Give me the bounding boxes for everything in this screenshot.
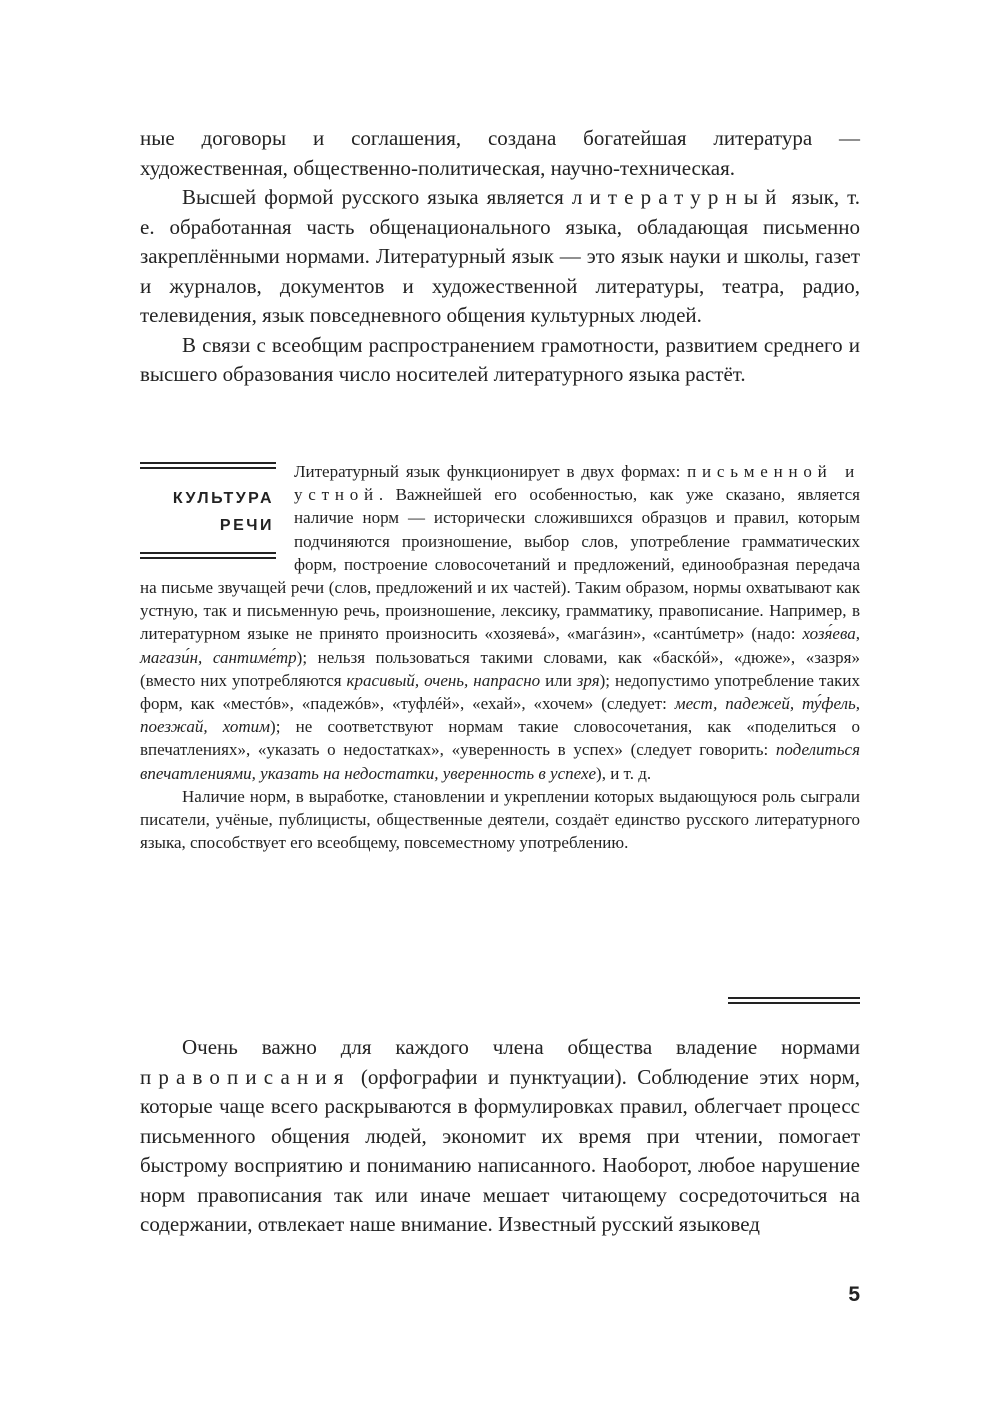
italic-example: зря <box>576 670 600 690</box>
sidebar-heading <box>173 485 274 539</box>
paragraph: ные договоры и соглашения, создана богатейшая литература — художественная, общественно-политическая, научно-техническая. <box>140 126 860 180</box>
italic-example: поделиться впечатлениями, указать на недостатки, уверенность в успехе <box>140 740 860 783</box>
spaced-term: письменной и устной <box>294 462 860 505</box>
sidebar-heading-line: РЕЧИ <box>219 517 274 534</box>
main-text <box>140 124 860 390</box>
text-run: ); недопустимо употребление таких форм, как «местóв», «падежóв», «туфлéй», «ехай», «хочем» (следует: <box>140 670 860 714</box>
text-run: или <box>540 670 577 690</box>
spaced-term: литературный <box>571 185 784 209</box>
text-run: язык, т. е. обработанная часть общенационального языка, обладающая письменно закреплёнными нормами. Литературный язык — это язык науки и школы, газет и журналов, документов и художественной литературы, театра, радио, телевидения, язык повседневного общения культурных людей. <box>140 185 860 327</box>
double-rule <box>140 552 276 559</box>
italic-example: хозя́ева, магази́н, сантиме́тр <box>140 624 860 667</box>
text-run: ); нельзя пользоваться такими словами, как «баскóй», «дюже», «зазря» (вместо них употребляются <box>140 647 860 690</box>
text-run: ), и т. д. <box>596 763 652 783</box>
paragraph: В связи с всеобщим распространением грамотности, развитием среднего и высшего образования число носителей литературного языка растёт. <box>140 332 860 386</box>
text-run: Очень важно для каждого члена общества владение нормами <box>182 1035 860 1059</box>
section-end-rule <box>728 997 860 1004</box>
culture-block <box>140 460 860 854</box>
text-run: ); не соответствуют нормам такие словосочетания, как «поделиться о впечатлениях», «указать о недостатках», «уверенность в успех» (следует говорить: <box>140 717 860 760</box>
page-number: 5 <box>848 1283 860 1306</box>
paragraph <box>140 183 860 331</box>
paragraph: Наличие норм, в выработке, становлении и укреплении которых выдающуюся роль сыграли писатели, учёные, публицисты, общественные деятели, создаёт единство русского литературного языка, способствует его всеобщему, повсеместному употреблению. <box>140 786 860 853</box>
sidebar-heading-line: КУЛЬТУРА <box>172 490 274 507</box>
spaced-term: правописания <box>140 1064 351 1089</box>
bottom-text <box>140 1033 860 1240</box>
paragraph <box>140 1033 860 1240</box>
text-run: Высшей формой русского языка является <box>182 185 572 209</box>
italic-example: мест, падежей, ту́фель, поезжай, хотим <box>140 694 860 737</box>
text-run: . Важнейшей его особенностью, как уже сказано, является наличие норм — исторически сложившихся образцов и правил, которым подчиняются произношение, выбор слов, употребление грамматических форм, построение словосочетаний и предложений, единообразная передача на письме звучащей речи (слов, предложений и их частей). Таким образом, нормы охватывают как устную, так и письменную речь, произношение, лексику, грамматику, правописание. Например, в литературном языке не принято произносить «хозяевá», «магáзин», «сантúметр» (надо: <box>140 485 860 644</box>
italic-example: красивый, очень, напрасно <box>346 670 541 690</box>
culture-sidebar <box>140 462 276 559</box>
text-run: (орфографии и пунктуации). Соблюдение этих норм, которые чаще всего раскрываются в формулировках правил, облегчает процесс письменного общения людей, экономит их время при чтении, помогает быстрому восприятию и пониманию написанного. Наоборот, любое нарушение норм правописания так или иначе мешает читающему сосредоточиться на содержании, отвлекает наше внимание. Известный русский языковед <box>140 1064 860 1236</box>
text-run: Литературный язык функционирует в двух формах: <box>294 462 688 481</box>
double-rule <box>140 462 276 469</box>
